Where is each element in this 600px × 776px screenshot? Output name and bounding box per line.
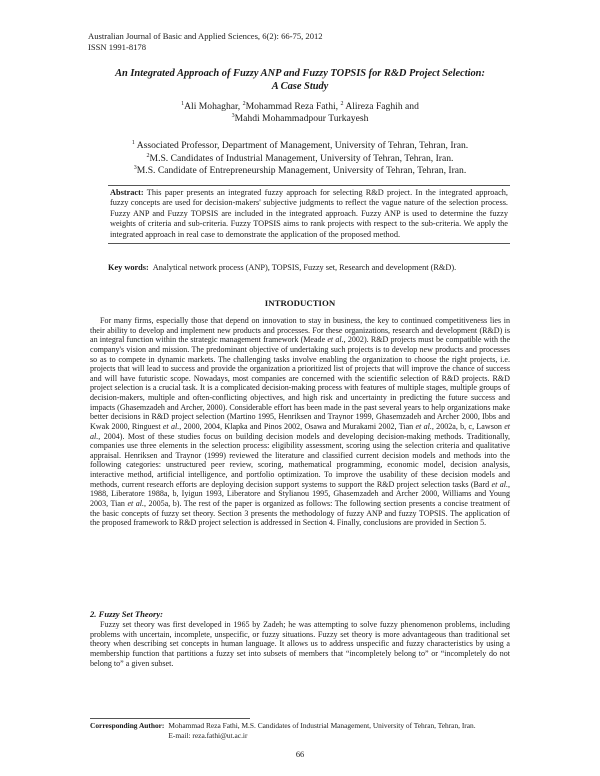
affiliation-sup: 1 [131, 140, 135, 146]
journal-citation: Australian Journal of Basic and Applied Sciences, 6(2): 66-75, 2012 [88, 31, 323, 41]
corresponding-author-label: Corresponding Author: [90, 721, 165, 730]
journal-issn: ISSN 1991-8178 [88, 42, 147, 52]
author-sup: 3 [231, 113, 235, 119]
text-run: , 2002). R&D projects must be compatible with the company's vision and mission. The predominant objective of undertaking such projects is to develop new products and processes so as to compete in dynamic markets. The challenging tasks involve enabling the organization to choose the right projects, i.e. projects that will lead to success and provide the organization a prioritized list of projects that will improve the chance of success and will have futuristic scope. Nowadays, most companies are concerned with the scientific selection of R&D projects. R&D project selection is a crucial task. It is a complicated decision-making process with features of multiple stages, multiple groups of decision-makers, multiple and often-conflicting objectives, and high risk and uncertainty in predicting the future success and impacts (Ghasemzadeh and Archer, 2000). Considerable effort has been made in the past several years to help organizations make better decisions in R&D project selection (Martino 1995, Henriksen and Traynor 1999, Ghasemzadeh and Archer 2000, Ibbs and Kwak 2000, Ringuest [90, 335, 511, 431]
paper-title-line2: A Case Study [271, 81, 329, 92]
affiliation-text: Associated Professor, Department of Management, University of Tehran, Tehran, Iran. [134, 140, 469, 151]
corresponding-author-email: E-mail: reza.fathi@ut.ac.ir [168, 730, 248, 740]
journal-header [88, 31, 323, 53]
author-sup: 1 [181, 101, 185, 107]
text-run: , 1988, Liberatore 1988a, b, Iyigun 1993, Liberatore and Stylianou 1995, Ghasemzadeh and Archer 2000, Williams and Young 2003, Tian [90, 479, 510, 508]
text-run-italic: et al. [162, 421, 180, 431]
corresponding-author [90, 721, 510, 740]
text-run-italic: et al. [327, 335, 344, 345]
affiliation-list [110, 140, 490, 178]
section2-heading: 2. Fuzzy Set Theory: [90, 609, 164, 619]
author-name: Alireza Faghih and [343, 101, 419, 112]
text-run-italic: et al. [491, 479, 508, 489]
text-run: , 2002a, b, c, Lawson [431, 421, 505, 431]
page-number: 66 [295, 750, 305, 759]
author-name: Mohammad Reza Fathi, [245, 101, 341, 112]
author-sup: 2 [242, 101, 246, 107]
abstract [108, 185, 510, 244]
text-run-italic: et al. [415, 421, 432, 431]
affiliation-sup: 3 [133, 165, 137, 171]
affiliation-sup: 2 [146, 152, 150, 159]
affiliation-item [110, 140, 490, 153]
text-run: , 2005a, b). The rest of the paper is organized as follows: The following section presents a concise treatment of the basic concepts of fuzzy set theory. Section 3 presents the methodology of fuzzy ANP and fuzzy TOPSIS. The application of the proposed framework to R&D project selection is addressed in Section 4. Finally, conclusions are provided in Section 5. [90, 498, 511, 528]
introduction-heading: INTRODUCTION [264, 298, 336, 308]
footnote-divider [90, 718, 250, 719]
author-name: Ali Mohaghar, [184, 101, 243, 112]
text-run: For many firms, especially those that depend on innovation to stay in business, the key to continued competitiveness lies in their ability to develop and implement new products and processes. For these organizations, research and development (R&D) is an integral function within the strategic management framework (Meade [90, 316, 510, 345]
text-run-italic: et al. [90, 421, 510, 441]
section2-paragraph: Fuzzy set theory was first developed in 1965 by Zadeh; he was attempting to solve fuzzy phenomenon problems, including problems with uncertain, incomplete, unspecific, or fuzzy situations. Fuzzy set theory is more advantageous than traditional set theory when describing set concepts in human language. It allows us to address unspecific and fuzzy characteristics by using a membership function that partitions a fuzzy set into subsets of members that “incompletely belong to” or “incompletely do not belong to” a given subset. [90, 620, 510, 668]
author-list [120, 101, 480, 125]
affiliation-text: M.S. Candidates of Industrial Management, University of Tehran, Tehran, Iran. [149, 152, 454, 164]
keywords [108, 263, 506, 273]
paper-title [84, 67, 516, 93]
corresponding-author-text: Mohammad Reza Fathi, M.S. Candidates of Industrial Management, University of Tehran, Tehran, Iran. [168, 721, 476, 730]
introduction-paragraph [90, 316, 510, 528]
abstract-text: This paper presents an integrated fuzzy approach for selecting R&D project. In the integrated approach, fuzzy concepts are used for decision-makers' subjective judgments to reflect the vague nature of the selection process. Fuzzy ANP and Fuzzy TOPSIS are included in the integrated approach. Fuzzy ANP is used to determine the fuzzy weights of criteria and sub-criteria. Fuzzy TOPSIS aims to rank projects with respect to the sub-criteria. We apply the integrated approach in real case to demonstrate the application of the proposed method. [110, 188, 508, 239]
keywords-label: Key words: [108, 263, 149, 272]
affiliation-text: M.S. Candidate of Entrepreneurship Management, University of Tehran, Tehran, Iran. [136, 165, 467, 176]
keywords-text: Analytical network process (ANP), TOPSIS, Fuzzy set, Research and development (R&D). [152, 263, 457, 272]
author-line1 [120, 101, 480, 113]
text-run: , 2000, 2004, Klapka and Pinos 2002, Osawa and Murakami 2002, Tian [179, 421, 416, 431]
abstract-label: Abstract: [110, 188, 144, 197]
corresponding-author-details [168, 721, 475, 740]
affiliation-item [110, 153, 490, 166]
author-name: Mahdi Mohammadpour Turkayesh [234, 113, 369, 124]
author-sup: 2 [340, 101, 344, 107]
text-run: , 2004). Most of these studies focus on building decision models and developing decision-making methods. Traditionally, companies use three elements in the selection process: eligibility assessment, scoring using the selection criteria and qualitative appraisal. Henriksen and Traynor (1999) reviewed the literature and classified current decision models and methods into the following categories: unstructured peer review, scoring, mathematical programming, economic model, decision analysis, interactive method, artificial intelligence, and portfolio optimization. To improve the usability of these decision models and methods, current research efforts are deploying decision support systems to support the R&D project selection tasks (Bard [90, 431, 510, 489]
paper-title-line1: An Integrated Approach of Fuzzy ANP and Fuzzy TOPSIS for R&D Project Selection: [115, 68, 485, 79]
author-line2 [120, 113, 480, 125]
affiliation-item [110, 165, 490, 178]
text-run-italic: et al. [127, 498, 145, 508]
